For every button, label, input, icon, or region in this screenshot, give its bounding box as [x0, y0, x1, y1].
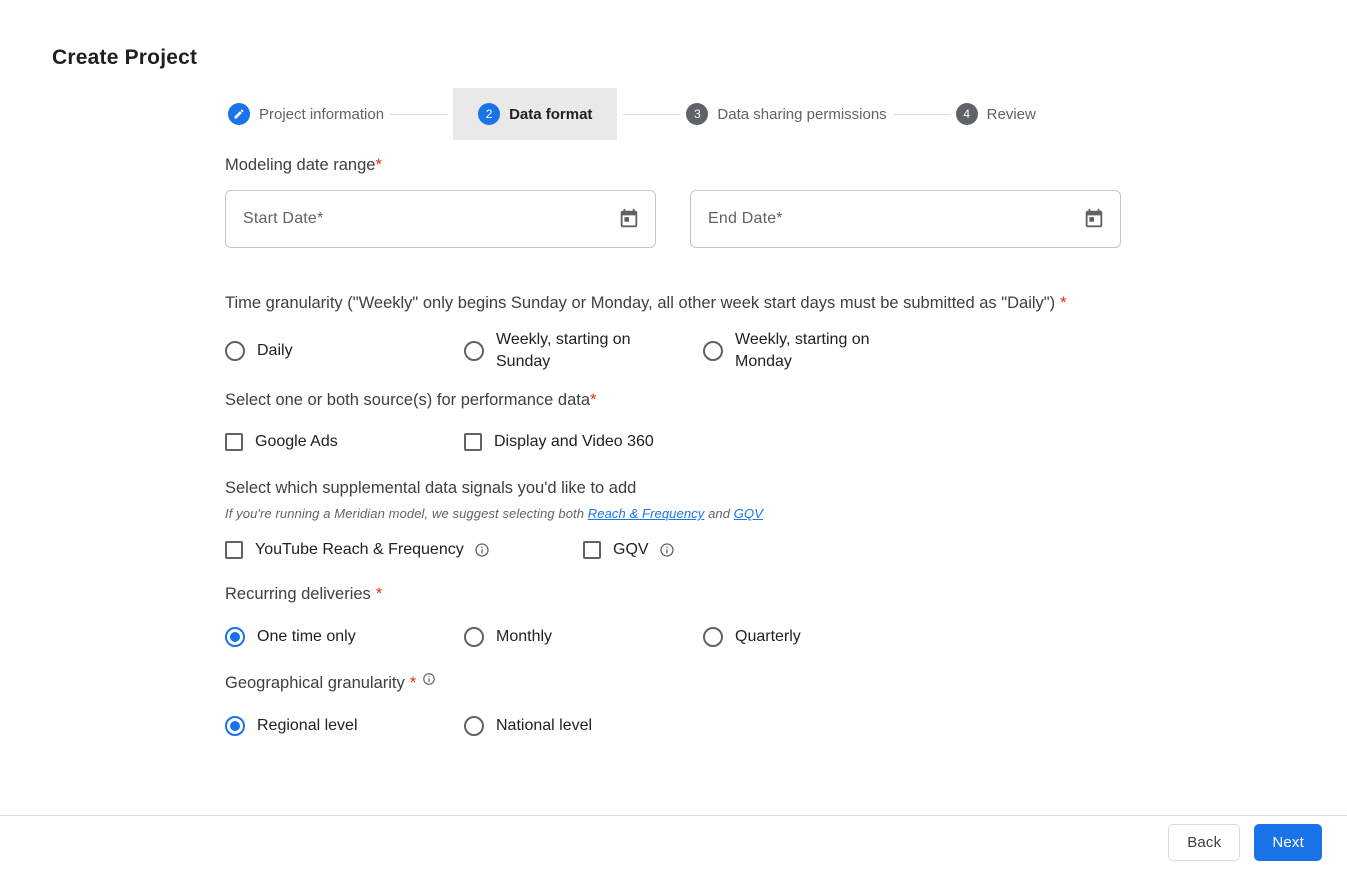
label-text: Recurring deliveries	[225, 585, 371, 603]
checkbox-icon[interactable]	[225, 541, 243, 559]
option-label: GQV	[613, 541, 649, 558]
option-label: YouTube Reach & Frequency	[255, 541, 464, 558]
step-label: Project information	[259, 105, 385, 123]
radio-option-weekly-monday[interactable]	[703, 329, 897, 373]
option-label: Google Ads	[255, 433, 338, 450]
supplemental-hint	[225, 506, 1125, 521]
start-date-placeholder: Start Date*	[243, 210, 324, 227]
option-label: Monthly	[496, 628, 553, 645]
start-date-field[interactable]	[225, 190, 656, 248]
checkbox-option-youtube-reach-frequency[interactable]	[225, 539, 583, 561]
radio-icon[interactable]	[464, 716, 484, 736]
radio-option-daily[interactable]	[225, 340, 464, 362]
step-number-badge: 3	[686, 103, 708, 125]
step-label: Review	[986, 105, 1036, 123]
option-label: Regional level	[257, 717, 358, 734]
page-title: Create Project	[52, 46, 198, 69]
radio-option-monthly[interactable]	[464, 626, 703, 648]
end-date-field[interactable]	[690, 190, 1121, 248]
geographical-granularity-options	[225, 715, 1125, 737]
edit-icon	[228, 103, 250, 125]
supplemental-signals-label: Select which supplemental data signals you'd like to add	[225, 479, 637, 497]
checkbox-icon[interactable]	[225, 433, 243, 451]
time-granularity-options	[225, 329, 1125, 373]
calendar-icon[interactable]	[1082, 207, 1106, 231]
step-connector	[390, 114, 447, 115]
checkbox-icon[interactable]	[464, 433, 482, 451]
performance-sources-options	[225, 431, 1125, 453]
option-label: National level	[496, 717, 593, 734]
data-format-form	[225, 156, 1125, 737]
time-granularity-label	[225, 290, 1120, 317]
step-review[interactable]	[956, 103, 1036, 125]
radio-icon[interactable]	[464, 627, 484, 647]
label-text: Modeling date range	[225, 156, 376, 174]
back-button[interactable]: Back	[1168, 824, 1240, 861]
next-button[interactable]: Next	[1254, 824, 1322, 861]
step-project-information[interactable]	[228, 103, 384, 125]
step-number-badge: 4	[956, 103, 978, 125]
hint-text: and	[704, 506, 734, 521]
recurring-deliveries-options	[225, 626, 1125, 648]
radio-option-one-time-only[interactable]	[225, 626, 464, 648]
option-label: Display and Video 360	[494, 433, 654, 450]
label-text: Time granularity ("Weekly" only begins Sunday or Monday, all other week start days must be submitted as "Daily")	[225, 294, 1056, 312]
option-label: One time only	[257, 628, 356, 645]
info-icon[interactable]	[422, 672, 436, 686]
hint-text: If you're running a Meridian model, we suggest selecting both	[225, 506, 588, 521]
label-text: Geographical granularity	[225, 674, 405, 692]
radio-icon[interactable]	[464, 341, 484, 361]
geographical-granularity-label	[225, 672, 1125, 693]
radio-option-regional-level[interactable]	[225, 715, 464, 737]
step-label: Data sharing permissions	[717, 105, 887, 123]
radio-icon[interactable]	[703, 341, 723, 361]
step-label: Data format	[509, 105, 593, 123]
info-icon[interactable]	[659, 542, 675, 558]
radio-icon[interactable]	[225, 341, 245, 361]
recurring-deliveries-label	[225, 585, 1125, 604]
step-data-sharing-permissions[interactable]	[686, 103, 886, 125]
info-icon[interactable]	[474, 542, 490, 558]
wizard-stepper	[228, 88, 1036, 140]
radio-option-weekly-sunday[interactable]	[464, 329, 703, 373]
radio-option-quarterly[interactable]	[703, 626, 801, 648]
calendar-icon[interactable]	[617, 207, 641, 231]
supplemental-signals-options	[225, 539, 1125, 561]
reach-frequency-link[interactable]: Reach & Frequency	[587, 506, 705, 521]
required-asterisk: *	[590, 391, 597, 409]
option-label: Quarterly	[735, 628, 801, 645]
option-label: Weekly, starting on Sunday	[496, 331, 631, 370]
option-label: Weekly, starting on Monday	[735, 331, 870, 370]
label-text: Select one or both source(s) for performance data	[225, 391, 591, 409]
performance-sources-label	[225, 391, 1125, 410]
required-asterisk: *	[409, 674, 417, 692]
required-asterisk: *	[1060, 294, 1067, 312]
modeling-date-range-label	[225, 156, 1125, 175]
checkbox-option-google-ads[interactable]	[225, 431, 464, 453]
required-asterisk: *	[375, 585, 383, 603]
wizard-footer	[0, 815, 1347, 869]
required-asterisk: *	[375, 156, 382, 174]
radio-icon[interactable]	[703, 627, 723, 647]
radio-icon-selected[interactable]	[225, 716, 245, 736]
step-data-format[interactable]	[453, 88, 617, 140]
end-date-placeholder: End Date*	[708, 210, 783, 227]
checkbox-option-dv360[interactable]	[464, 431, 654, 453]
checkbox-icon[interactable]	[583, 541, 601, 559]
radio-option-national-level[interactable]	[464, 715, 592, 737]
step-number-badge: 2	[478, 103, 500, 125]
step-connector	[893, 114, 950, 115]
checkbox-option-gqv[interactable]	[583, 539, 675, 561]
gqv-link[interactable]: GQV	[733, 506, 763, 521]
step-connector	[623, 114, 680, 115]
date-range-row	[225, 190, 1125, 248]
option-label: Daily	[257, 342, 293, 359]
radio-icon-selected[interactable]	[225, 627, 245, 647]
